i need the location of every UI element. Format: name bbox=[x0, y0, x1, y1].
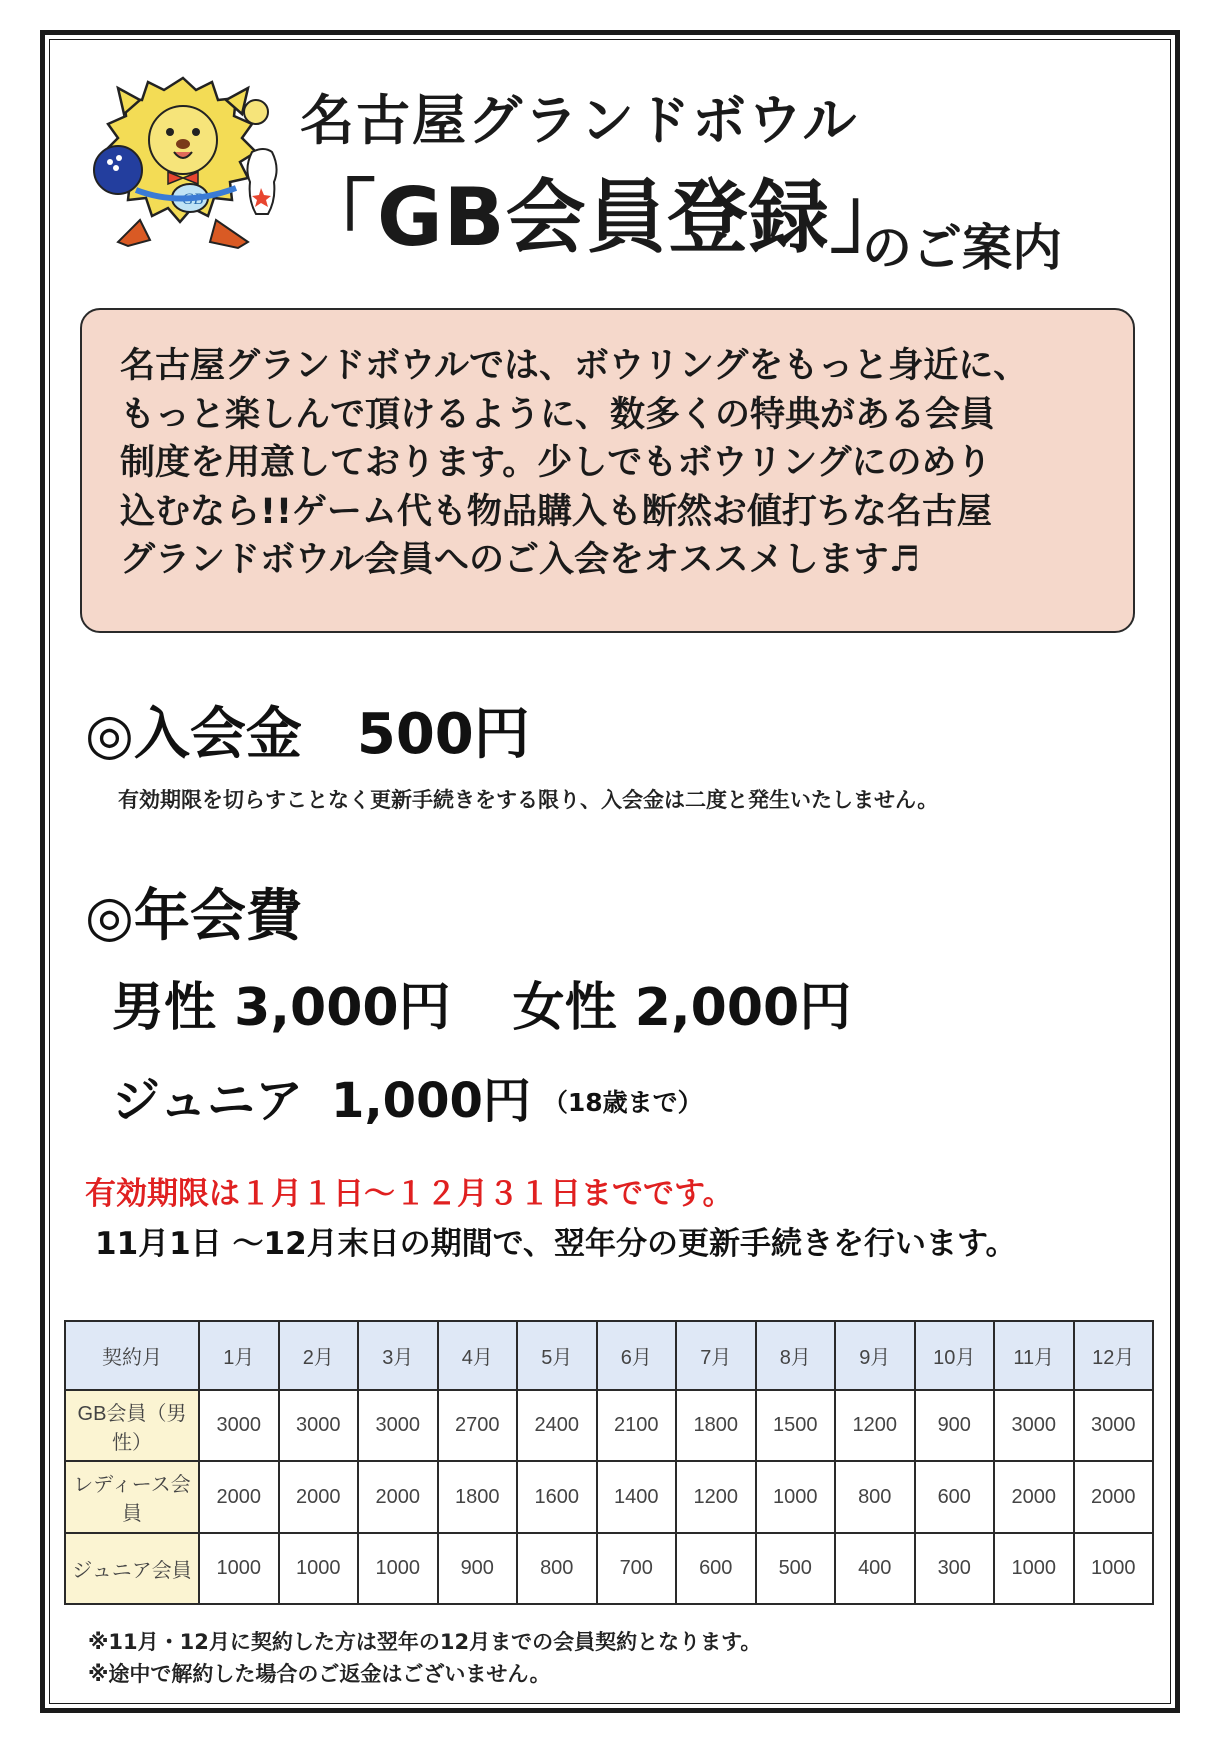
fee-cell: 900 bbox=[915, 1390, 995, 1461]
admission-fee-heading bbox=[85, 690, 530, 770]
fee-cell: 1800 bbox=[676, 1390, 756, 1461]
table-corner-cell: 契約月 bbox=[65, 1321, 199, 1390]
row-label: ジュニア会員 bbox=[65, 1533, 199, 1604]
fee-cell: 1500 bbox=[756, 1390, 836, 1461]
svg-text:GB: GB bbox=[182, 191, 204, 208]
fee-cell: 700 bbox=[597, 1533, 677, 1604]
intro-line: 制度を用意しております。少しでもボウリングにのめり bbox=[120, 443, 992, 483]
fee-cell: 3000 bbox=[994, 1390, 1074, 1461]
fee-cell: 2400 bbox=[517, 1390, 597, 1461]
month-header: 9月 bbox=[835, 1321, 915, 1390]
renewal-period: 11月1日 ～12月末日の期間で、翌年分の更新手続きを行います。 bbox=[95, 1226, 1017, 1262]
month-header: 4月 bbox=[438, 1321, 518, 1390]
month-header: 1月 bbox=[199, 1321, 279, 1390]
table-row bbox=[65, 1461, 1153, 1532]
fee-cell: 3000 bbox=[1074, 1390, 1154, 1461]
fee-cell: 2000 bbox=[358, 1461, 438, 1532]
female-label: 女性 bbox=[512, 978, 617, 1038]
validity-period: 有効期限は１月１日～１２月３１日までです。 bbox=[85, 1176, 734, 1212]
admission-fee-note: 有効期限を切らすことなく更新手続きをする限り、入会金は二度と発生いたしません。 bbox=[118, 788, 939, 812]
fee-cell: 1000 bbox=[756, 1461, 836, 1532]
table-header-row bbox=[65, 1321, 1153, 1390]
month-header: 2月 bbox=[279, 1321, 359, 1390]
fee-cell: 800 bbox=[835, 1461, 915, 1532]
fee-cell: 3000 bbox=[358, 1390, 438, 1461]
fee-cell: 2100 bbox=[597, 1390, 677, 1461]
page-title: 「GB会員登録」 bbox=[296, 171, 911, 264]
junior-age-note: （18歳まで） bbox=[542, 1088, 703, 1117]
fee-cell: 1400 bbox=[597, 1461, 677, 1532]
admission-fee-label: ◎入会金 bbox=[85, 702, 302, 767]
fee-cell: 1000 bbox=[1074, 1533, 1154, 1604]
footnote: ※11月・12月に契約した方は翌年の12月までの会員契約となります。 bbox=[88, 1630, 762, 1654]
fee-cell: 1000 bbox=[279, 1533, 359, 1604]
intro-line: 名古屋グランドボウルでは、ボウリングをもっと身近に、 bbox=[120, 346, 1029, 386]
fee-cell: 3000 bbox=[199, 1390, 279, 1461]
month-header: 3月 bbox=[358, 1321, 438, 1390]
junior-fee bbox=[112, 1062, 703, 1131]
fee-cell: 500 bbox=[756, 1533, 836, 1604]
fee-cell: 600 bbox=[915, 1461, 995, 1532]
table-row bbox=[65, 1533, 1153, 1604]
junior-label: ジュニア bbox=[112, 1073, 304, 1129]
page-title-suffix: のご案内 bbox=[862, 219, 1062, 277]
fee-cell: 2700 bbox=[438, 1390, 518, 1461]
fee-cell: 2000 bbox=[1074, 1461, 1154, 1532]
fee-cell: 900 bbox=[438, 1533, 518, 1604]
fee-cell: 400 bbox=[835, 1533, 915, 1604]
fee-cell: 1000 bbox=[199, 1533, 279, 1604]
row-label: GB会員（男性） bbox=[65, 1390, 199, 1461]
month-header: 12月 bbox=[1074, 1321, 1154, 1390]
intro-line: 込むなら!!ゲーム代も物品購入も断然お値打ちな名古屋 bbox=[120, 491, 992, 532]
row-label: レディース会員 bbox=[65, 1461, 199, 1532]
junior-price: 1,000円 bbox=[331, 1073, 531, 1129]
fee-cell: 800 bbox=[517, 1533, 597, 1604]
annual-fee-prices bbox=[112, 965, 851, 1040]
annual-fee-heading: ◎年会費 bbox=[85, 884, 302, 949]
lion-mascot-bowling-icon bbox=[88, 70, 278, 250]
month-header: 11月 bbox=[994, 1321, 1074, 1390]
intro-line: もっと楽しんで頂けるように、数多くの特典がある会員 bbox=[120, 394, 996, 435]
intro-line: グランドボウル会員へのご入会をオススメします♬ bbox=[120, 540, 920, 580]
fee-cell: 2000 bbox=[994, 1461, 1074, 1532]
male-price: 3,000円 bbox=[234, 978, 451, 1038]
month-header: 6月 bbox=[597, 1321, 677, 1390]
male-label: 男性 bbox=[112, 978, 217, 1038]
store-name: 名古屋グランドボウル bbox=[300, 89, 859, 152]
female-price: 2,000円 bbox=[634, 978, 852, 1038]
monthly-fee-table bbox=[64, 1320, 1154, 1605]
fee-cell: 2000 bbox=[199, 1461, 279, 1532]
footnote: ※途中で解約した場合のご返金はございません。 bbox=[88, 1662, 551, 1686]
month-header: 7月 bbox=[676, 1321, 756, 1390]
month-header: 10月 bbox=[915, 1321, 995, 1390]
fee-cell: 1800 bbox=[438, 1461, 518, 1532]
fee-cell: 1000 bbox=[358, 1533, 438, 1604]
fee-cell: 300 bbox=[915, 1533, 995, 1604]
fee-cell: 1200 bbox=[835, 1390, 915, 1461]
month-header: 8月 bbox=[756, 1321, 836, 1390]
fee-cell: 1600 bbox=[517, 1461, 597, 1532]
fee-cell: 600 bbox=[676, 1533, 756, 1604]
intro-text bbox=[120, 342, 1120, 585]
fee-cell: 2000 bbox=[279, 1461, 359, 1532]
table-row bbox=[65, 1390, 1153, 1461]
admission-fee-amount: 500円 bbox=[356, 702, 530, 767]
fee-cell: 3000 bbox=[279, 1390, 359, 1461]
fee-cell: 1000 bbox=[994, 1533, 1074, 1604]
fee-cell: 1200 bbox=[676, 1461, 756, 1532]
month-header: 5月 bbox=[517, 1321, 597, 1390]
